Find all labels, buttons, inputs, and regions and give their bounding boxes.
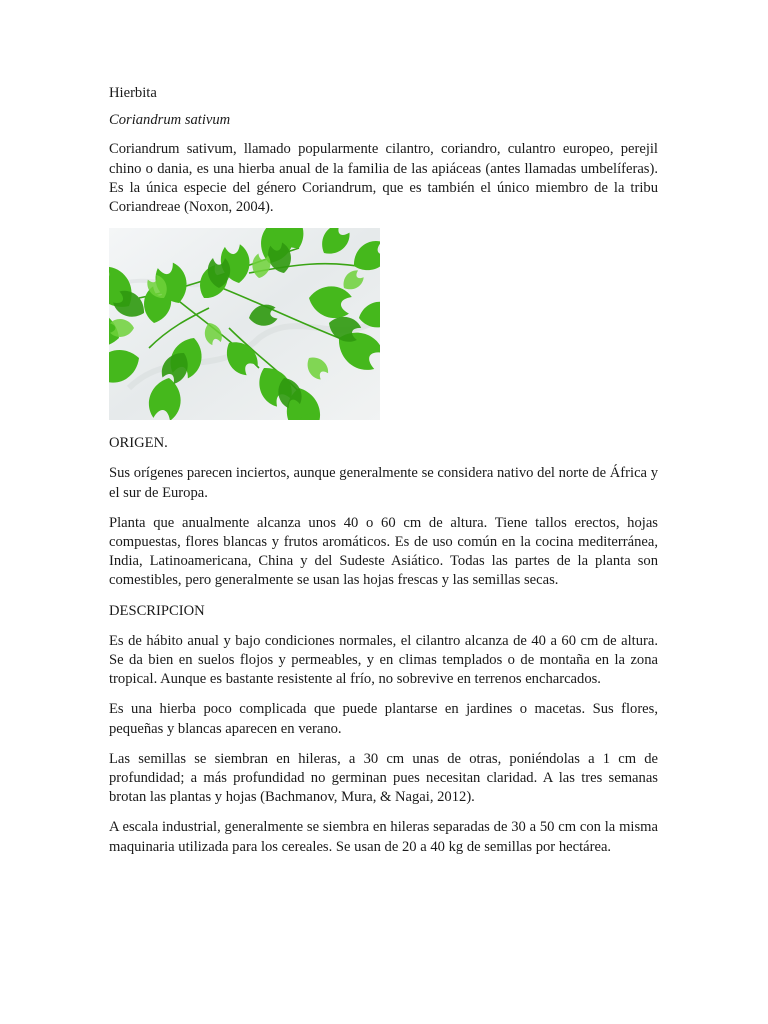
descripcion-paragraph-1: Es de hábito anual y bajo condiciones normales, el cilantro alcanza de 40 a 60 cm de altura. Se da bien en suelos flojos y permeables, y en climas templados o de montaña en la zona tropical. Aunque es bastante resistente al frío, no sobrevive en terrenos encharcados. (109, 632, 658, 688)
origen-paragraph-1: Sus orígenes parecen inciertos, aunque generalmente se considera nativo del norte de África y el sur de Europa. (109, 465, 658, 501)
cilantro-photo (109, 228, 380, 420)
descripcion-heading: DESCRIPCION (109, 602, 205, 619)
descripcion-paragraph-4: A escala industrial, generalmente se siembra en hileras separadas de 30 a 50 cm con la misma maquinaria utilizada para los cereales. Se usan de 20 a 40 kg de semillas por hectárea. (109, 819, 658, 855)
origen-paragraph-2: Planta que anualmente alcanza unos 40 o 60 cm de altura. Tiene tallos erectos, hojas compuestas, flores blancas y frutos aromáticos. Es de uso común en la cocina mediterránea, India, Latinoamericana, China y del Sudeste Asiático. Todas las partes de la planta son comestibles, pero generalmente se usan las hojas frescas y las semillas secas. (109, 514, 658, 589)
document-title: Hierbita (109, 85, 157, 101)
document-page (109, 84, 658, 868)
origen-heading: ORIGEN. (109, 435, 168, 452)
descripcion-paragraph-2: Es una hierba poco complicada que puede plantarse en jardines o macetas. Sus flores, pequeñas y blancas aparecen en verano. (109, 701, 658, 737)
document-subtitle: Coriandrum sativum (109, 112, 231, 129)
intro-paragraph: Coriandrum sativum, llamado popularmente cilantro, coriandro, culantro europeo, perejil chino o dania, es una hierba anual de la familia de las apiáceas (antes llamadas umbelíferas). Es la única especie del género Coriandrum, que es también el único miembro de la tribu Coriandreae (Noxon, 2004). (109, 141, 658, 216)
descripcion-paragraph-3: Las semillas se siembran en hileras, a 30 cm unas de otras, poniéndolas a 1 cm de profundidad; a más profundidad no germinan pues necesitan claridad. A las tres semanas brotan las plantas y hojas (Bachmanov, Mura, & Nagai, 2012). (109, 750, 658, 806)
